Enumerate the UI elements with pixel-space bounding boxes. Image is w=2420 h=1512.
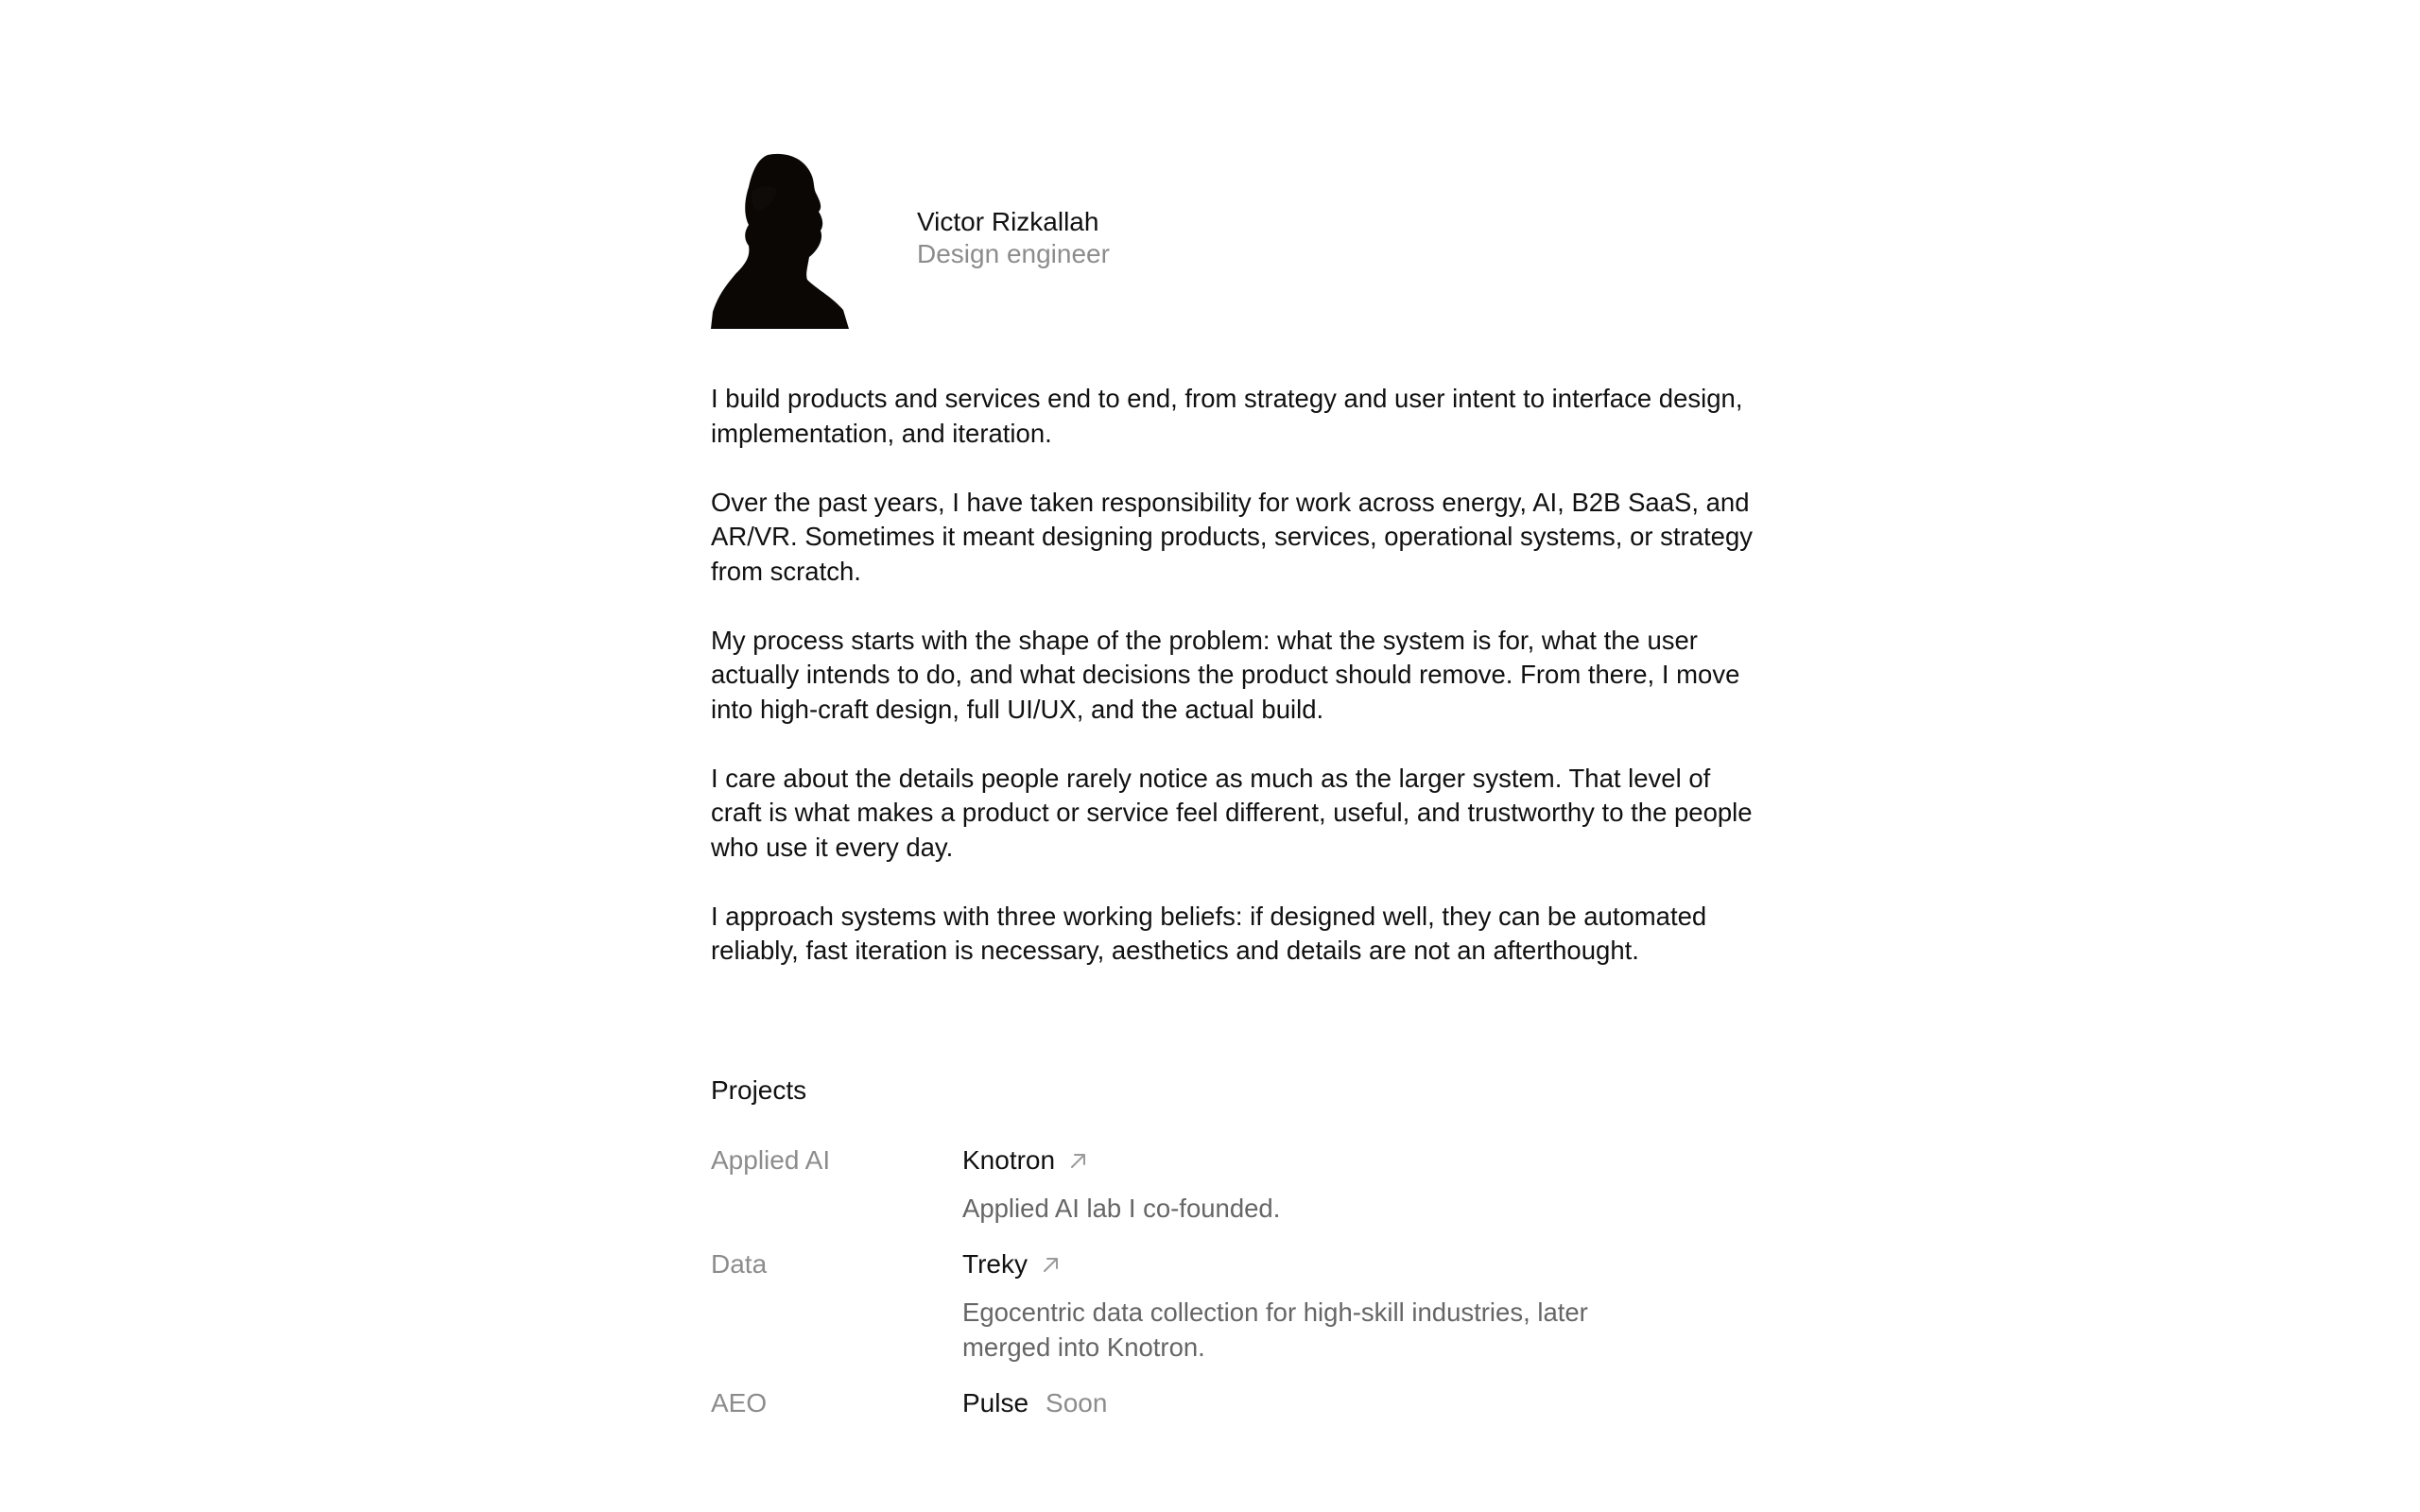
project-link-treky[interactable]	[962, 1248, 1643, 1280]
project-pulse	[962, 1387, 1643, 1419]
project-description: Applied AI lab I co-founded.	[962, 1193, 1281, 1223]
person-profile-silhouette-icon	[711, 153, 853, 329]
project-row-treky	[711, 1248, 1760, 1365]
page	[711, 153, 1760, 1442]
profile-header	[711, 153, 1760, 329]
bio-paragraph: I care about the details people rarely notice as much as the larger system. That level of craft is what makes a product or service feel different, useful, and trustworthy to the people who use it every day.	[711, 763, 1753, 862]
project-name[interactable]: Treky	[962, 1249, 1028, 1279]
project-name[interactable]: Knotron	[962, 1144, 1056, 1175]
bio-paragraph: I approach systems with three working beliefs: if designed well, they can be automated reliably, fast iteration is necessary, aesthetics and details are not an afterthought.	[711, 901, 1707, 965]
external-link-arrow-icon	[1041, 1254, 1062, 1275]
bio-paragraph: My process starts with the shape of the problem: what the system is for, what the user actually intends to do, and what decisions the product should remove. From there, I move into high-craft design, full UI/UX, and the actual build.	[711, 625, 1740, 724]
project-description: Egocentric data collection for high-skill industries, later merged into Knotron.	[962, 1297, 1588, 1362]
project-name: Pulse	[962, 1388, 1029, 1418]
project-link-knotron[interactable]	[962, 1144, 1643, 1177]
project-row-knotron	[711, 1144, 1760, 1227]
project-category: Applied AI	[711, 1144, 831, 1175]
profile-name: Victor Rizkallah	[917, 207, 1099, 236]
projects-section	[711, 1074, 1760, 1420]
bio-paragraph: Over the past years, I have taken responsibility for work across energy, AI, B2B SaaS, and AR/VR. Sometimes it meant designing products, services, operational systems, or strategy from scratch.	[711, 487, 1753, 586]
external-link-arrow-icon	[1068, 1150, 1089, 1171]
project-category: Data	[711, 1249, 768, 1279]
project-row-pulse	[711, 1387, 1760, 1419]
bio	[711, 382, 1760, 969]
project-category: AEO	[711, 1388, 768, 1418]
projects-title: Projects	[711, 1074, 807, 1105]
status-badge: Soon	[1046, 1388, 1108, 1418]
avatar	[711, 153, 853, 329]
identity	[917, 206, 1110, 270]
bio-paragraph: I build products and services end to end, from strategy and user intent to interface design, implementation, and iteration.	[711, 384, 1743, 448]
profile-role: Design engineer	[917, 239, 1110, 268]
